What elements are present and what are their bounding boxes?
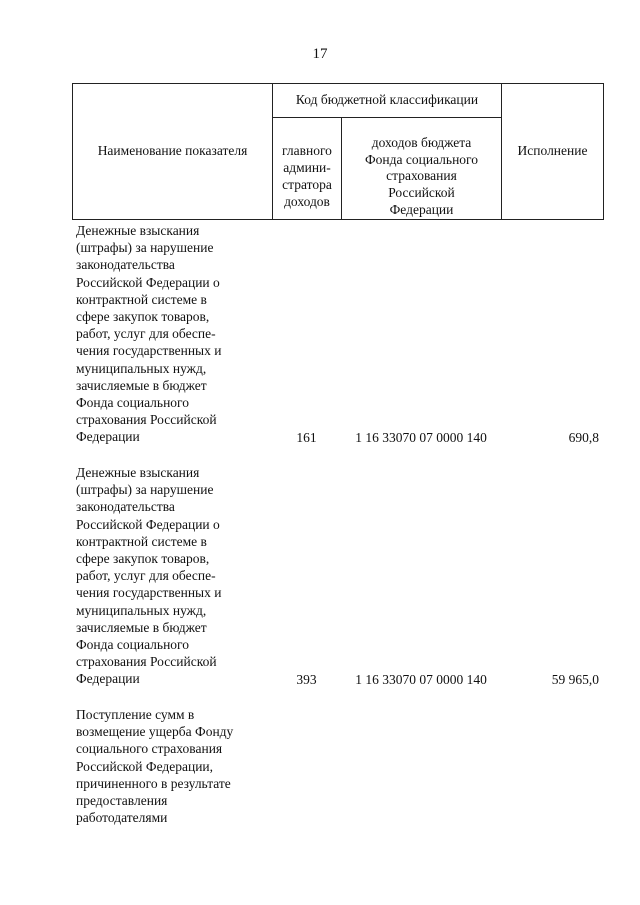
table-header xyxy=(72,83,604,220)
header-indicator-name-text: Наименование показателя xyxy=(97,142,248,158)
row-indicator-name: Денежные взыскания (штрафы) за нарушение законодательства Российской Федерации о контрактной системе в сфере закупок товаров, работ, услуг для обеспе- чения государственных и муниципальных нужд, зачисляемые в бюджет Фонда социального страхования Российской Федерации xyxy=(76,465,222,687)
header-execution xyxy=(502,84,604,220)
row-execution-value: 690,8 xyxy=(568,430,599,445)
row-budget-code: 1 16 33070 07 0000 140 xyxy=(355,672,487,687)
row-execution-value: 59 965,0 xyxy=(551,672,599,687)
row-indicator-name: Поступление сумм в возмещение ущерба Фонду социального страхования Российской Федерации, причиненного в результате предоставления работодателями xyxy=(76,707,234,826)
header-execution-text: Исполнение xyxy=(517,142,588,158)
row-admin-code: 393 xyxy=(296,672,317,687)
header-income-text: доходов бюджета Фонда социального страхования Российской Федерации xyxy=(365,134,478,217)
header-indicator-name xyxy=(73,84,273,220)
header-admin-text: главного админи- стратора доходов xyxy=(282,143,332,209)
row-indicator-name: Денежные взыскания (штрафы) за нарушение законодательства Российской Федерации о контрактной системе в сфере закупок товаров, работ, услуг для обеспе- чения государственных и муниципальных нужд, зачисляемые в бюджет Фонда социального страхования Российской Федерации xyxy=(76,223,222,445)
header-budget-classification-text: Код бюджетной классификации xyxy=(295,92,479,108)
row-admin-code: 161 xyxy=(296,430,317,445)
header-income xyxy=(342,118,502,220)
page-number: 17 xyxy=(312,46,328,62)
header-budget-classification xyxy=(273,84,502,118)
row-budget-code: 1 16 33070 07 0000 140 xyxy=(355,430,487,445)
header-admin xyxy=(273,118,342,220)
